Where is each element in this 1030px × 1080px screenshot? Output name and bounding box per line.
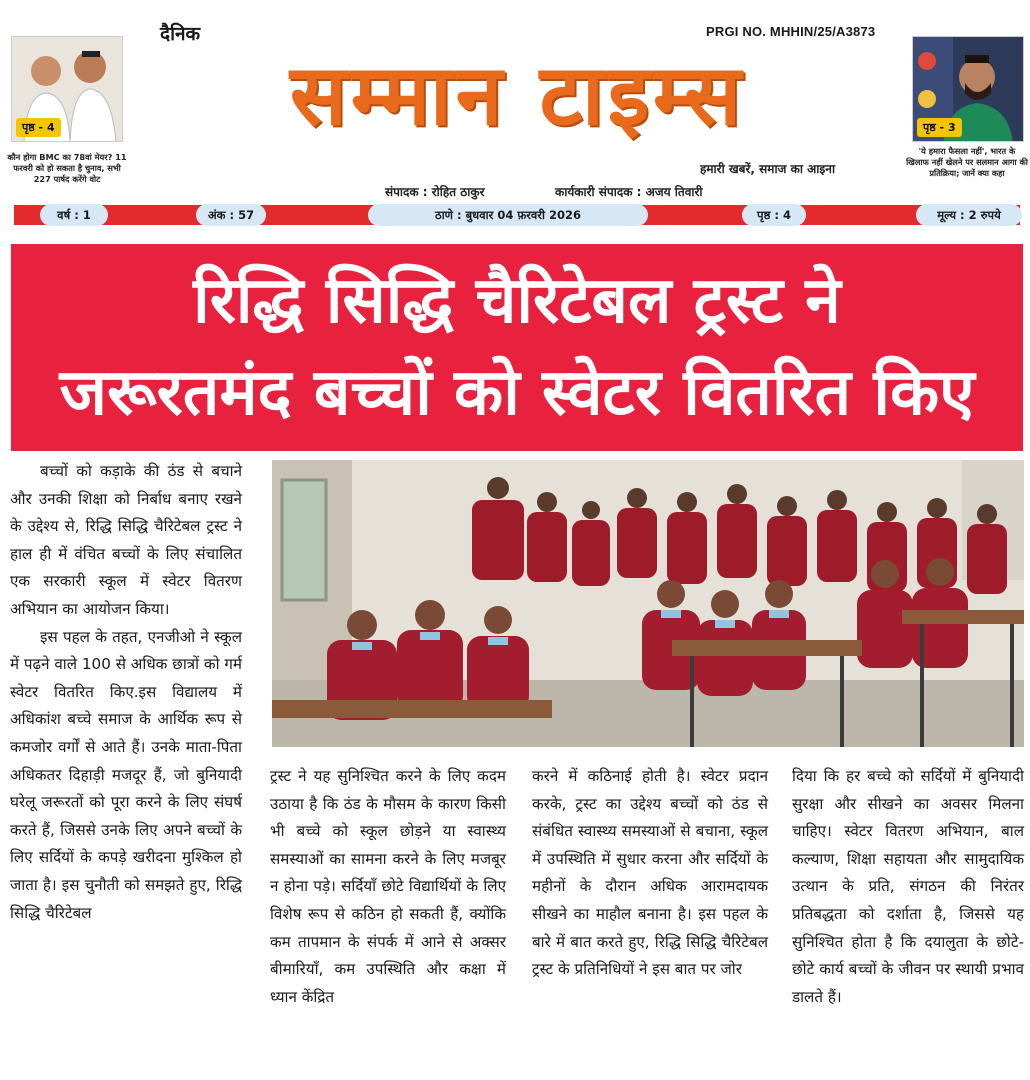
year-pill: वर्ष : 1 bbox=[40, 204, 108, 226]
right-teaser-photo[interactable] bbox=[912, 36, 1024, 142]
headline-line-2: जरूरतमंद बच्चों को स्वेटर वितरित किए bbox=[59, 356, 975, 430]
right-teaser-caption[interactable]: 'ये हमारा फैसला नहीं', भारत के खिलाफ नहीं खेलने पर सलमान आगा की प्रतिक्रिया; जानें क्या कहा bbox=[906, 146, 1028, 178]
article-column-4 bbox=[792, 763, 1024, 1011]
left-teaser-caption[interactable]: कौन होगा BMC का 78वां मेयर? 11 फरवरी को हो सकता है चुनाव, सभी 227 पार्षद करेंगे वोट bbox=[7, 152, 127, 184]
article-paragraph-5: दिया कि हर बच्चे को सर्दियों में बुनियादी सुरक्षा और सीखने का अवसर मिलना चाहिए। स्वेटर वितरण अभियान, बाल कल्याण, शिक्षा सहायता और सामुदायिक उत्थान के प्रति, संगठन की निरंतर प्रतिबद्धता को दर्शाता है, जिससे यह सुनिश्चित होता है कि दयालुता के छोटे-छोटे कार्य बच्चों के जीवन पर स्थायी प्रभाव डालते हैं। bbox=[792, 767, 1024, 1006]
left-teaser-photo[interactable] bbox=[11, 36, 123, 142]
issue-pill: अंक : 57 bbox=[196, 204, 266, 226]
prgi-number: PRGI NO. MHHIN/25/A3873 bbox=[706, 24, 876, 39]
right-teaser-badge: पृष्ठ - 3 bbox=[917, 118, 962, 137]
headline-banner bbox=[11, 244, 1023, 451]
article-photo bbox=[272, 460, 1024, 747]
price-pill: मूल्य : 2 रुपये bbox=[916, 204, 1022, 226]
masthead bbox=[0, 0, 1030, 222]
article-paragraph-4: करने में कठिनाई होती है। स्वेटर प्रदान करके, ट्रस्ट का उद्देश्य बच्चों को ठंड से संबंधित स्वास्थ्य समस्याओं से बचाना, स्कूल में उपस्थिति में सुधार करना और सर्दियों के महीनों के दौरान अधिक आरामदायक सीखने का माहौल बनाना है। इस पहल के बारे में बात करते हुए, रिद्धि सिद्धि चैरिटेबल ट्रस्ट के प्रतिनिधियों ने इस बात पर जोर bbox=[532, 767, 768, 979]
article-column-3 bbox=[532, 763, 768, 984]
article-paragraph-1: बच्चों को कड़ाके की ठंड से बचाने और उनकी शिक्षा को निर्बाध बनाए रखने के उद्देश्य से, रिद्धि सिद्धि चैरिटेबल ट्रस्ट ने हाल ही में वंचित बच्चों के लिए संचालित एक सरकारी स्कूल में स्वेटर वितरण अभियान का आयोजन किया। bbox=[10, 462, 242, 618]
page-pill: पृष्ठ : 4 bbox=[742, 204, 806, 226]
editor-credit: संपादक : रोहित ठाकुर bbox=[385, 185, 485, 199]
newspaper-title: सम्मान टाइम्स bbox=[289, 46, 746, 144]
left-teaser-badge: पृष्ठ - 4 bbox=[16, 118, 61, 137]
date-pill: ठाणे : बुधवार 04 फ़रवरी 2026 bbox=[368, 204, 648, 226]
tagline: हमारी खबरें, समाज का आइना bbox=[700, 162, 836, 176]
classroom-students-photo-icon bbox=[272, 460, 1024, 747]
executive-editor-credit: कार्यकारी संपादक : अजय तिवारी bbox=[555, 185, 703, 199]
article-column-1 bbox=[10, 458, 242, 927]
article-column-2 bbox=[270, 763, 506, 1011]
article-paragraph-2: इस पहल के तहत, एनजीओ ने स्कूल में पढ़ने वाले 100 से अधिक छात्रों को गर्म स्वेटर वितरित किए.इस विद्यालय में अधिकांश बच्चे समाज के आर्थिक रूप से कमजोर वर्गों से आते हैं। उनके माता-पिता अधिकतर दिहाड़ी मजदूर हैं, जो बुनियादी घरेलू जरूरतों को पूरा करने के लिए संघर्ष करते हैं, जिससे उनके लिए अपने बच्चों के लिए सर्दियों के कपड़े खरीदना मुश्किल हो जाता है। इस चुनौती को समझते हुए, रिद्धि सिद्धि चैरिटेबल bbox=[10, 627, 242, 922]
dainik-label: दैनिक bbox=[160, 23, 201, 45]
article-paragraph-3: ट्रस्ट ने यह सुनिश्चित करने के लिए कदम उठाया है कि ठंड के मौसम के कारण किसी भी बच्चे को स्कूल छोड़ने या स्वास्थ्य समस्याओं का सामना करने के लिए मजबूर न होना पड़े। सर्दियाँ छोटे विद्यार्थियों के लिए विशेष रूप से कठिन हो सकती हैं, क्योंकि कम तापमान के संपर्क में आने से अक्सर बीमारियाँ, कम उपस्थिति और कक्षा में ध्यान केंद्रित bbox=[270, 767, 506, 1006]
headline-line-1: रिद्धि सिद्धि चैरिटेबल ट्रस्ट ने bbox=[193, 264, 841, 338]
